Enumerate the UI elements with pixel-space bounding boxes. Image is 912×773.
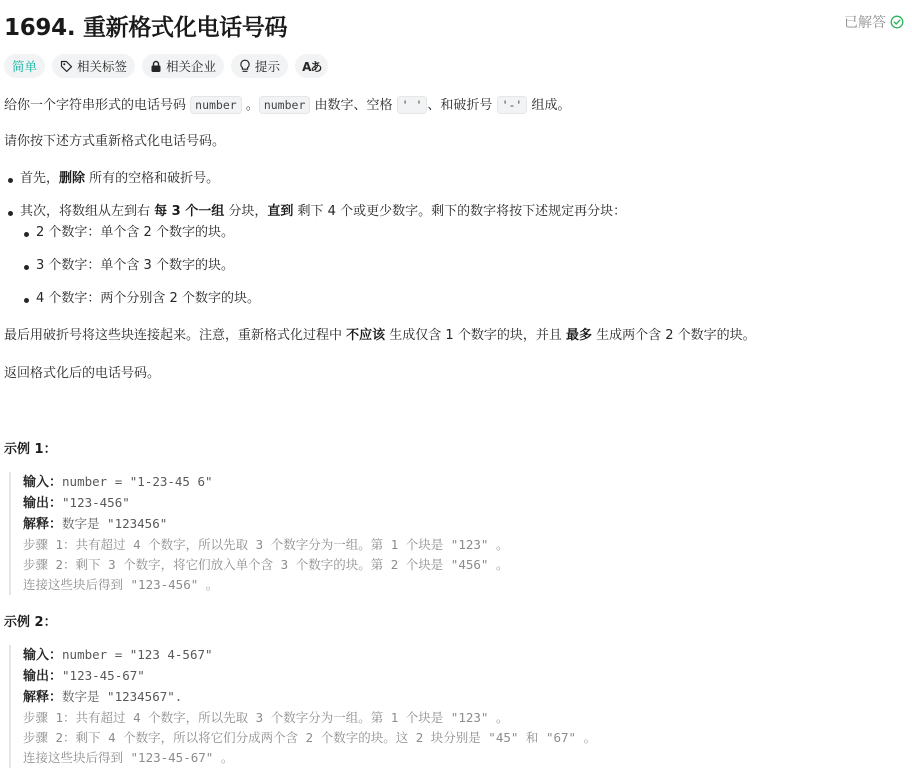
explain-value: 数字是 "123456" [62, 516, 168, 531]
description-paragraph: 请你按下述方式重新格式化电话号码。 [4, 134, 226, 149]
example-block [9, 645, 596, 768]
problem-title: 1694. 重新格式化电话号码 [4, 15, 288, 41]
explain-step: 连接这些块后得到 "123-456" 。 [23, 577, 219, 592]
solved-status [844, 12, 904, 32]
topics-button[interactable] [52, 54, 135, 78]
desc-text: 最后用破折号将这些块连接起来。注意，重新格式化过程中 [4, 328, 347, 343]
desc-text: 给你一个字符串形式的电话号码 [4, 98, 191, 113]
tag-icon [60, 60, 73, 73]
description-paragraph [4, 326, 756, 346]
translate-icon: Aあ [302, 59, 322, 74]
solved-status-label: 已解答 [844, 15, 886, 31]
desc-text: 由数字、空格 [310, 98, 397, 113]
bullet-dot [8, 211, 13, 216]
example-explain-line [23, 687, 596, 708]
bullet-dot [24, 232, 29, 237]
bullet-bold: 直到 [267, 204, 294, 219]
example-input-line [23, 472, 508, 493]
input-label: 输入： [23, 475, 63, 490]
desc-text: 生成两个含 2 个数字的块。 [591, 328, 756, 343]
example-output-line [23, 666, 596, 687]
description-paragraph [4, 95, 570, 116]
input-value: number = "123 4-567" [62, 647, 213, 662]
bullet-item [20, 169, 219, 189]
bullet-dot [24, 298, 29, 303]
desc-text: 组成。 [527, 98, 571, 113]
tag-bar [4, 54, 328, 78]
explain-step: 步骤 1：共有超过 4 个数字，所以先取 3 个数字分为一组。第 1 个块是 "123" 。 [23, 537, 509, 552]
sub-bullet-item: 2 个数字：单个含 2 个数字的块。 [36, 225, 234, 240]
output-value: "123-45-67" [62, 668, 145, 683]
explain-value: 数字是 "1234567". [62, 689, 183, 704]
example-block [9, 472, 508, 595]
bullet-text: 首先， [20, 171, 60, 186]
inline-code: '-' [497, 96, 528, 114]
difficulty-label: 简单 [12, 59, 38, 74]
sub-bullet-item: 3 个数字：单个含 3 个数字的块。 [36, 258, 234, 273]
sub-bullet-item: 4 个数字：两个分别含 2 个数字的块。 [36, 291, 260, 306]
output-value: "123-456" [62, 495, 130, 510]
bullet-item [20, 202, 626, 222]
bullet-bold: 删除 [59, 171, 86, 186]
desc-text: 、和破折号 [427, 98, 497, 113]
hint-label: 提示 [255, 59, 281, 74]
font-size-button[interactable] [295, 54, 328, 78]
check-circle-icon [890, 15, 904, 29]
companies-button[interactable] [142, 54, 224, 78]
explain-step: 步骤 2：剩下 3 个数字，将它们放入单个含 3 个数字的块。第 2 个块是 "456" 。 [23, 557, 509, 572]
topics-label: 相关标签 [77, 59, 128, 74]
explain-step: 连接这些块后得到 "123-45-67" 。 [23, 750, 234, 765]
difficulty-badge [4, 54, 45, 78]
lightbulb-icon [239, 59, 251, 73]
example-explain-line [23, 514, 508, 535]
example-output-line [23, 493, 508, 514]
explain-label: 解释： [23, 690, 63, 705]
bullet-bold: 每 3 个一组 [154, 204, 225, 219]
explain-step: 步骤 1：共有超过 4 个数字，所以先取 3 个数字分为一组。第 1 个块是 "123" 。 [23, 710, 509, 725]
example-title: 示例 2： [4, 615, 57, 630]
bullet-text: 剩下 4 个或更少数字。剩下的数字将按下述规定再分块： [293, 204, 627, 219]
desc-bold: 最多 [565, 328, 592, 343]
explain-step: 步骤 2：剩下 4 个数字，所以将它们分成两个含 2 个数字的块。这 2 块分别是 "45" 和 "67" 。 [23, 730, 597, 745]
bullet-text: 所有的空格和破折号。 [85, 171, 220, 186]
desc-bold: 不应该 [346, 328, 386, 343]
example-title: 示例 1： [4, 442, 57, 457]
bullet-text: 其次，将数组从左到右 [20, 204, 155, 219]
hint-button[interactable] [231, 54, 288, 78]
description-paragraph: 返回格式化后的电话号码。 [4, 366, 161, 381]
inline-code: ' ' [397, 96, 428, 114]
companies-label: 相关企业 [166, 59, 217, 74]
inline-code: number [259, 96, 311, 114]
bullet-text: 分块， [224, 204, 268, 219]
output-label: 输出： [23, 496, 63, 511]
bullet-dot [24, 265, 29, 270]
explain-label: 解释： [23, 517, 63, 532]
desc-text: 生成仅含 1 个数字的块，并且 [385, 328, 566, 343]
output-label: 输出： [23, 669, 63, 684]
input-label: 输入： [23, 648, 63, 663]
desc-text: 。 [241, 98, 259, 113]
input-value: number = "1-23-45 6" [62, 474, 213, 489]
lock-icon [150, 60, 162, 73]
inline-code: number [190, 96, 242, 114]
example-input-line [23, 645, 596, 666]
bullet-dot [8, 178, 13, 183]
